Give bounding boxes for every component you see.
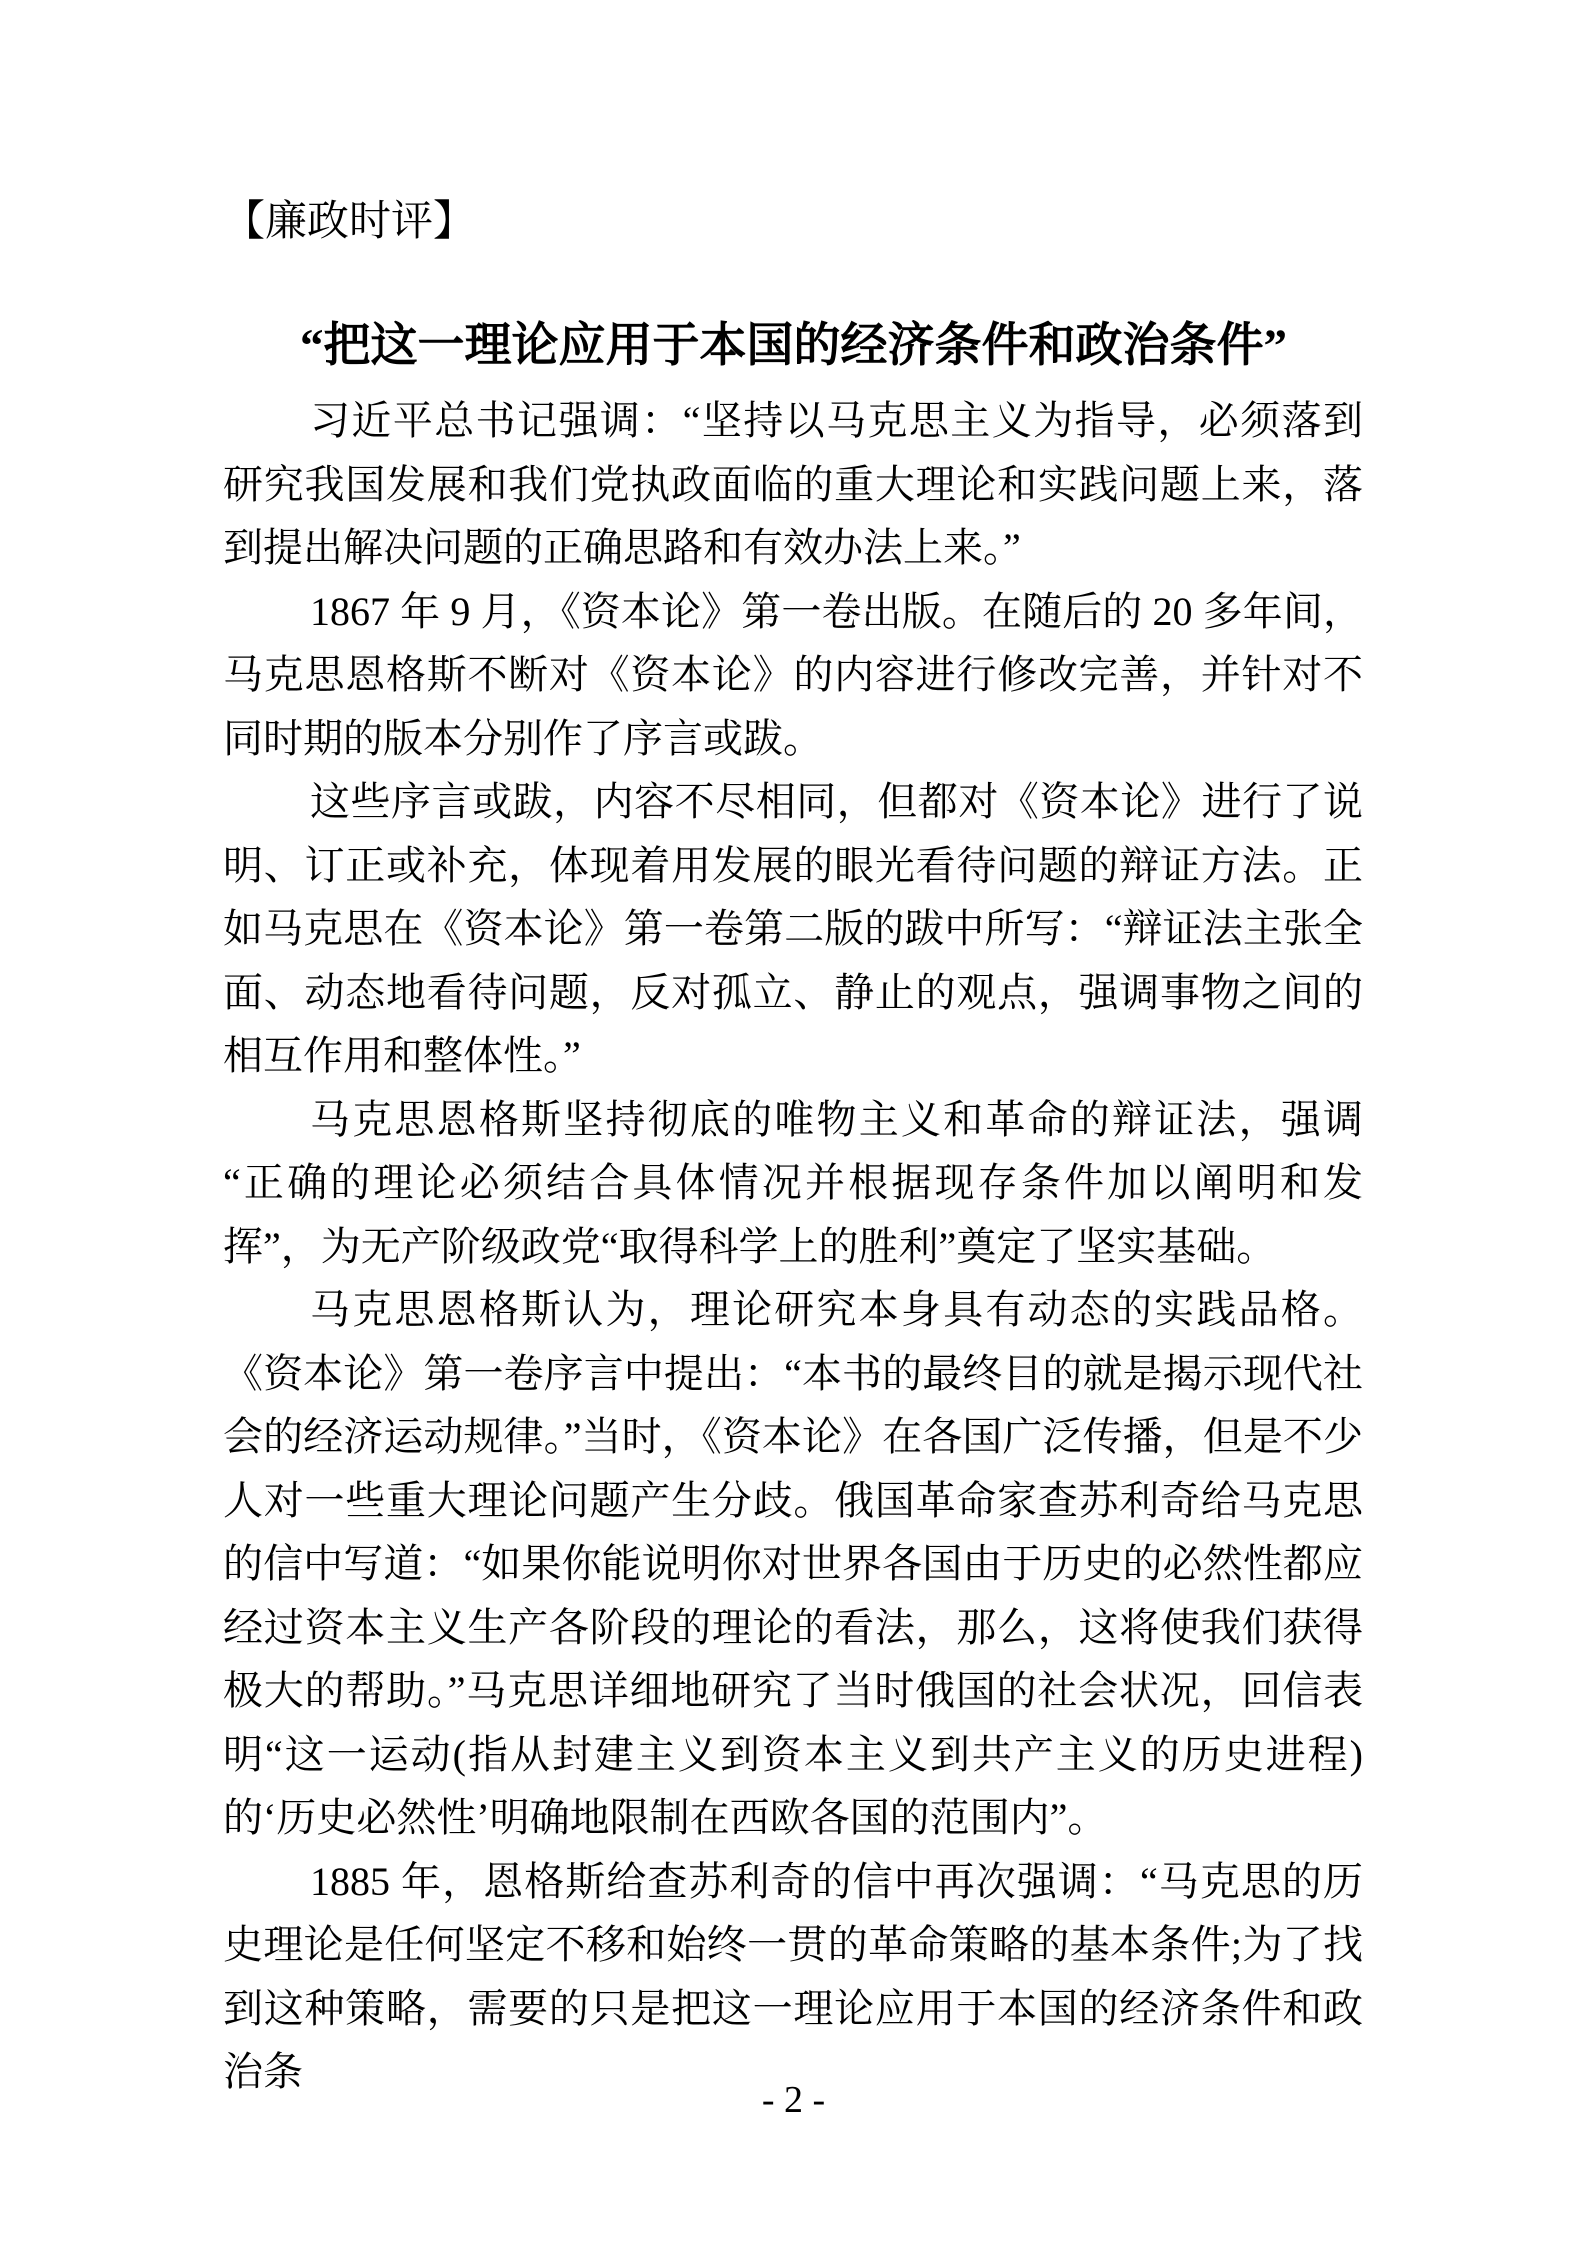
body-paragraph: 1885 年，恩格斯给查苏利奇的信中再次强调：“马克思的历史理论是任何坚定不移和始终一贯的革命策略的基本条件;为了找到这种策略，需要的只是把这一理论应用于本国的经济条件和政治条 bbox=[223, 1858, 1363, 2094]
page-number: - 2 - bbox=[761, 2079, 826, 2121]
body-paragraph: 习近平总书记强调：“坚持以马克思主义为指导，必须落到研究我国发展和我们党执政面临的重大理论和实践问题上来，落到提出解决问题的正确思路和有效办法上来。” bbox=[223, 398, 1363, 570]
article-body bbox=[223, 389, 1363, 2104]
body-paragraph: 这些序言或跋，内容不尽相同，但都对《资本论》进行了说明、订正或补充，体现着用发展的眼光看待问题的辩证方法。正如马克思在《资本论》第一卷第二版的跋中所写：“辩证法主张全面、动态地看待问题，反对孤立、静止的观点，强调事物之间的相互作用和整体性。” bbox=[223, 779, 1363, 1078]
category-header: 【廉政时评】 bbox=[223, 199, 476, 245]
body-paragraph: 马克思恩格斯坚持彻底的唯物主义和革命的辩证法，强调“正确的理论必须结合具体情况并根据现存条件加以阐明和发挥”，为无产阶级政党“取得科学上的胜利”奠定了坚实基础。 bbox=[223, 1096, 1363, 1269]
body-paragraph: 1867 年 9 月，《资本论》第一卷出版。在随后的 20 多年间，马克思恩格斯不断对《资本论》的内容进行修改完善，并针对不同时期的版本分别作了序言或跋。 bbox=[223, 588, 1363, 761]
article-title: “把这一理论应用于本国的经济条件和政治条件” bbox=[300, 320, 1287, 372]
body-paragraph: 马克思恩格斯认为，理论研究本身具有动态的实践品格。《资本论》第一卷序言中提出：“本书的最终目的就是揭示现代社会的经济运动规律。”当时，《资本论》在各国广泛传播，但是不少人对一些重大理论问题产生分歧。俄国革命家查苏利奇给马克思的信中写道：“如果你能说明你对世界各国由于历史的必然性都应经过资本主义生产各阶段的理论的看法，那么，这将使我们获得极大的帮助。”马克思详细地研究了当时俄国的社会状况，回信表明“这一运动(指从封建主义到资本主义到共产主义的历史进程)的‘历史必然性’明确地限制在西欧各国的范围内”。 bbox=[223, 1287, 1363, 1840]
